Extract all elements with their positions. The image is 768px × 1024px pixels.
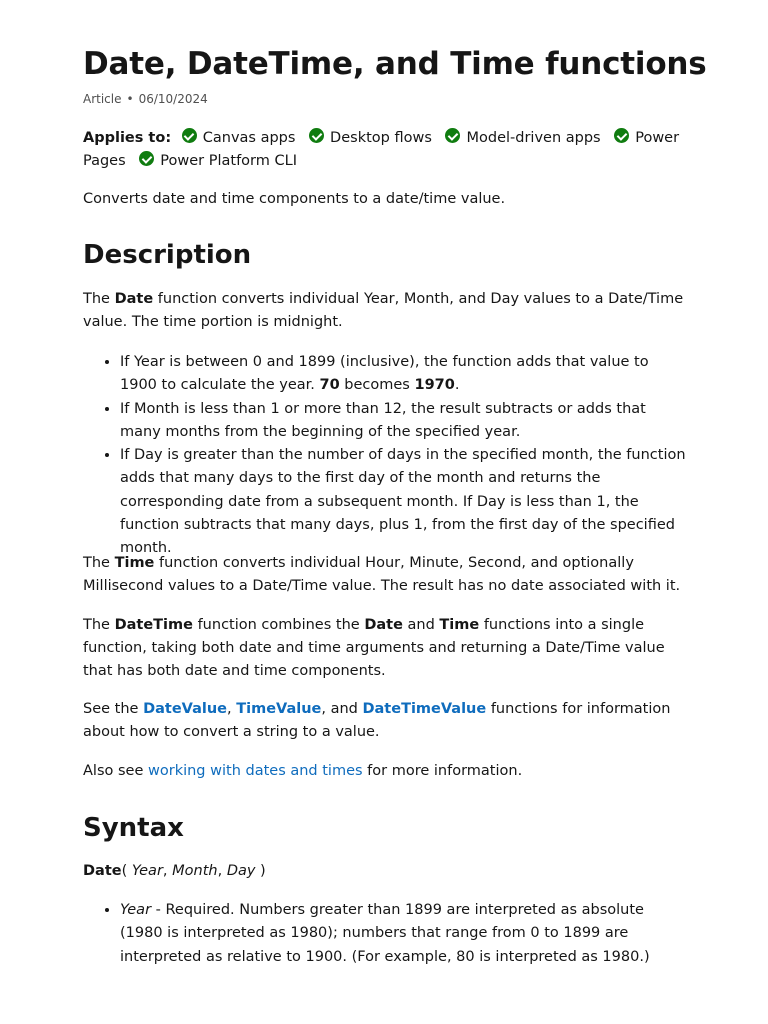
description-paragraph-see-also: See the DateValue, TimeValue, and DateTimeValue functions for information about how to convert a string to a value.	[83, 701, 671, 740]
list-item: • If Day is greater than the number of days in the specified month, the function adds that many days to the first day of the month and returns the corresponding date from a subsequent month. If Day is less than 1, the function subtracts that many days, plus 1, from the first day of the specified month.	[120, 444, 688, 560]
list-item: • If Month is less than 1 or more than 12, the result subtracts or adds that many months from the beginning of the specified year.	[120, 398, 688, 445]
applies-to	[83, 127, 683, 173]
applies-to-item-desktop-flows: Desktop flows	[309, 130, 432, 146]
applies-to-item-power-platform-cli: Power Platform CLI	[139, 153, 297, 169]
applies-to-item-power-pages: Power Pages	[83, 130, 680, 169]
description-paragraph-datetime: The DateTime function combines the Date and Time functions into a single function, taking both date and time arguments and returning a Date/Time value that has both date and time components.	[83, 617, 665, 679]
check-circle-icon	[445, 128, 460, 143]
syntax-params-list	[83, 899, 688, 969]
description-paragraph-time: The Time function converts individual Hour, Minute, Second, and optionally Millisecond values to a Date/Time value. The result has no date associated with it.	[83, 555, 681, 594]
check-circle-icon	[614, 128, 629, 143]
article-date: 06/10/2024	[138, 92, 208, 106]
timevalue-link[interactable]: TimeValue	[236, 701, 322, 717]
check-circle-icon	[182, 128, 197, 143]
check-circle-icon	[309, 128, 324, 143]
description-heading: Description	[83, 240, 252, 270]
applies-to-item-canvas-apps: Canvas apps	[182, 130, 296, 146]
article-meta	[83, 92, 208, 106]
applies-to-label: Applies to:	[83, 130, 172, 146]
working-with-dates-link[interactable]: working with dates and times	[148, 763, 363, 779]
description-paragraph-date: The Date function converts individual Year, Month, and Day values to a Date/Time value. The time portion is midnight.	[83, 291, 684, 330]
meta-separator: •	[126, 92, 134, 106]
applies-to-item-model-driven-apps: Model-driven apps	[445, 130, 600, 146]
article-type: Article	[83, 92, 122, 106]
page-title: Date, DateTime, and Time functions	[83, 46, 707, 82]
check-circle-icon	[139, 151, 154, 166]
description-rules-list	[83, 351, 688, 561]
description-paragraph-also-see: Also see working with dates and times for more information.	[83, 763, 523, 779]
datetimevalue-link[interactable]: DateTimeValue	[362, 701, 487, 717]
list-item: • Year - Required. Numbers greater than 1899 are interpreted as absolute (1980 is interpreted as 1980); numbers that range from 0 to 1899 are interpreted as relative to 1900. (For example, 80 is interpreted as 1980.)	[120, 899, 688, 969]
datevalue-link[interactable]: DateValue	[143, 701, 227, 717]
list-item: • If Year is between 0 and 1899 (inclusive), the function adds that value to 1900 to calculate the year. 70 becomes 1970.	[120, 351, 688, 398]
syntax-heading: Syntax	[83, 813, 184, 843]
syntax-signature: Date( Year, Month, Day )	[83, 863, 266, 879]
intro-paragraph: Converts date and time components to a date/time value.	[83, 191, 506, 207]
